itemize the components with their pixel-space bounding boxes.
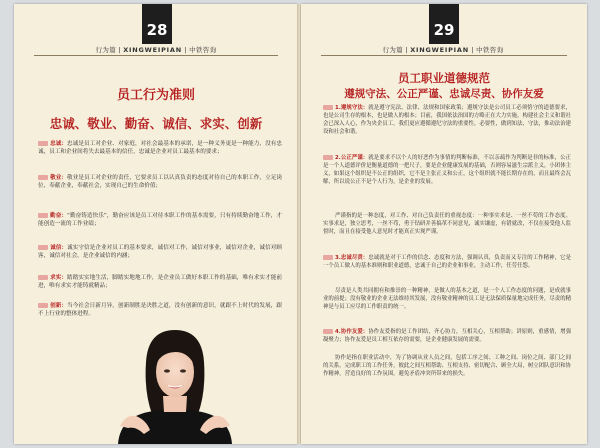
list-item <box>38 174 282 191</box>
paragraph <box>323 212 571 236</box>
running-head-brand: XINGWEIPIAN <box>123 46 182 54</box>
running-head-brand: XINGWEIPIAN <box>410 46 469 54</box>
red-bullet-icon <box>323 155 333 160</box>
paragraph-key: 3.忠诚尽责： <box>335 255 369 261</box>
red-bullet-icon <box>38 275 48 280</box>
running-head-separator: | <box>118 46 124 54</box>
red-bullet-icon <box>323 329 333 334</box>
list-item <box>38 274 282 291</box>
item-key: 诚信： <box>50 245 68 251</box>
item-key: 创新： <box>50 303 68 309</box>
page-number-tab: 28 <box>142 4 172 44</box>
item-text: 诚实守信是企业对员工的基本要求，诚信对工作，诚信对事业，诚信对企业，诚信对顾客，诚信对社会，是企业诚信的内涵； <box>38 245 282 260</box>
paragraph <box>323 354 571 378</box>
paragraph-text: 严谨指的是一种态度，对工作、对自己负责任的重视态度：一种事实求是、一丝不苟的工作态度。实事求是，独立思考，一丝不苟，勇于钻研并善搞革不同意见，诚实谦虚，有错就改，不仅在接受他人监督时，而且在接受他人意见时才能真正实现严谨。 <box>323 213 571 236</box>
paragraph-text: 就是遵守宪法、法律、法规和国家政策；遵规守法是公司员工必须恪守的道德要求，也是公司生存的根本，也是做人的根本；目前，我国依法治国的方略正在大力实施，构建社会主义和谐社会已深入人心，作为央企员工，我们更应遵循遵纪守法的重要性，必要性，做到知法、守法，推动法治建设和社会和谐。 <box>323 105 571 136</box>
paragraph <box>323 287 571 311</box>
running-head <box>14 45 298 54</box>
item-key: 忠诚： <box>50 141 68 147</box>
red-bullet-icon <box>38 141 48 146</box>
paragraph-key: 1.遵规守法： <box>335 105 369 111</box>
paragraph-text: 就是要求不以个人的好恶作为事情的判断标准，不以亲疏作为判断是非的标准，公正是一个人道德评价是衡量道德的一把尺子，要是企业健康发展的基础，否则容易滋生宗派主义，小团体主义，如果这个组织是不公正的组织，它不是主张正义和公正，这个组织就不能长期存在的，而且最终会瓦解，所以说公正不是个人行为，是企业的发展。 <box>323 155 571 186</box>
item-text: 忠诚是员工对企业、对家庭，对社会最基本的承诺，是一种义务更是一种能力，没有忠诚，员工和企业间将失去最基本的信任，忠诚是企业对员工最基本的要求； <box>38 141 282 156</box>
running-head-category: 行为篇 <box>95 46 117 54</box>
header-rule <box>34 55 278 56</box>
item-text: 敬业是员工对企业的责任，它要求员工以认真负责的态度对待自己的本职工作，立足岗位，奉献企业，奉献社会，实现自己的生命价值； <box>38 175 282 190</box>
paragraph-key: 2.公正严谨： <box>335 155 369 161</box>
red-bullet-icon <box>323 105 333 110</box>
smiling-woman-portrait <box>116 322 234 444</box>
paragraph-key: 4.协作友爱： <box>335 329 369 335</box>
paragraph-text: 忠诚就是对于工作的信念、态度和方法，强调认真，负责而又专注的工作精神，它是一个员工做人的基本准则和职业道德，忠诚于自己的企业和事业，主动工作，任劳任怨。 <box>323 255 571 270</box>
paragraph <box>323 254 571 270</box>
section-title: 员工职业道德规范 <box>398 71 490 85</box>
red-bullet-icon <box>323 255 333 260</box>
running-head-separator: | <box>471 46 477 54</box>
running-head-company: 中铁咨询 <box>476 46 504 54</box>
running-head-company: 中铁咨询 <box>189 46 217 54</box>
header-rule <box>321 55 567 56</box>
red-bullet-icon <box>38 303 48 308</box>
page-number-tab: 29 <box>429 4 459 44</box>
list-item <box>38 302 282 319</box>
list-item <box>38 140 282 157</box>
item-key: 敬业： <box>50 175 68 181</box>
section-title: 员工行为准则 <box>116 88 195 103</box>
list-item <box>38 244 282 261</box>
red-bullet-icon <box>38 175 48 180</box>
running-head-separator: | <box>405 46 411 54</box>
item-text: 踏踏实实地生活，脚踏实地地工作，是企业员工做好本职工作的基础，唯有求实才能前进，唯有求实才能铸就精品； <box>38 275 282 290</box>
red-bullet-icon <box>38 213 48 218</box>
item-text: 当今社会日新月异，创新制胜是决胜之道，没有创新的意识，就跟不上时代的发展，跟不上行业的整体进程。 <box>38 303 282 318</box>
subtitle: 遵规守法、公正严谨、忠诚尽责、协作友爱 <box>344 88 544 100</box>
paragraph-text: 协作是指在职业活动中，为了协调从业人员之间，包括工序之间、工种之间、岗位之间、部门之间的关系，完成职工的工作任务，彼此之间互相帮助、互相支持、密切配合、顾全大局，树立团队意识和协作精神，营造良好的工作氛围，避免矛盾冲突所带来的损失。 <box>323 355 571 378</box>
list-item <box>38 212 282 229</box>
item-text: “勤奋铸造快乐”，勤奋应该是员工对待本职工作的基本需要，只有持续勤奋地工作，才能创造一流的工作业绩； <box>38 213 282 228</box>
paragraph <box>323 154 571 186</box>
item-key: 求实： <box>50 275 68 281</box>
paragraph <box>323 104 571 136</box>
running-head-category: 行为篇 <box>382 46 404 54</box>
running-head <box>301 45 585 54</box>
running-head-separator: | <box>184 46 190 54</box>
right-page <box>301 4 587 444</box>
paragraph <box>323 328 571 344</box>
left-page <box>14 4 298 444</box>
paragraph-text: 协作友爱指的是工作团结，齐心协力，互相关心，互相帮助；讲原则，重感情，增强凝聚力；协作友爱是员工相互依存的需要，是企业健康发展的需要。 <box>323 329 571 344</box>
red-bullet-icon <box>38 245 48 250</box>
item-key: 勤奋： <box>50 213 68 219</box>
motto: 忠诚、敬业、勤奋、诚信、求实、创新 <box>49 116 263 131</box>
paragraph-text: 尽责是人类共同拥有和推崇的一种精神，是做人的基本之道，是一个人工作态度的问题，是成就事业的前提；没有敬业的企业无法维持其发展，没有敬业精神的员工是无法保质保量地完成任务，尽责的精神是与员工应尽的工作职责的统一。 <box>323 288 571 311</box>
